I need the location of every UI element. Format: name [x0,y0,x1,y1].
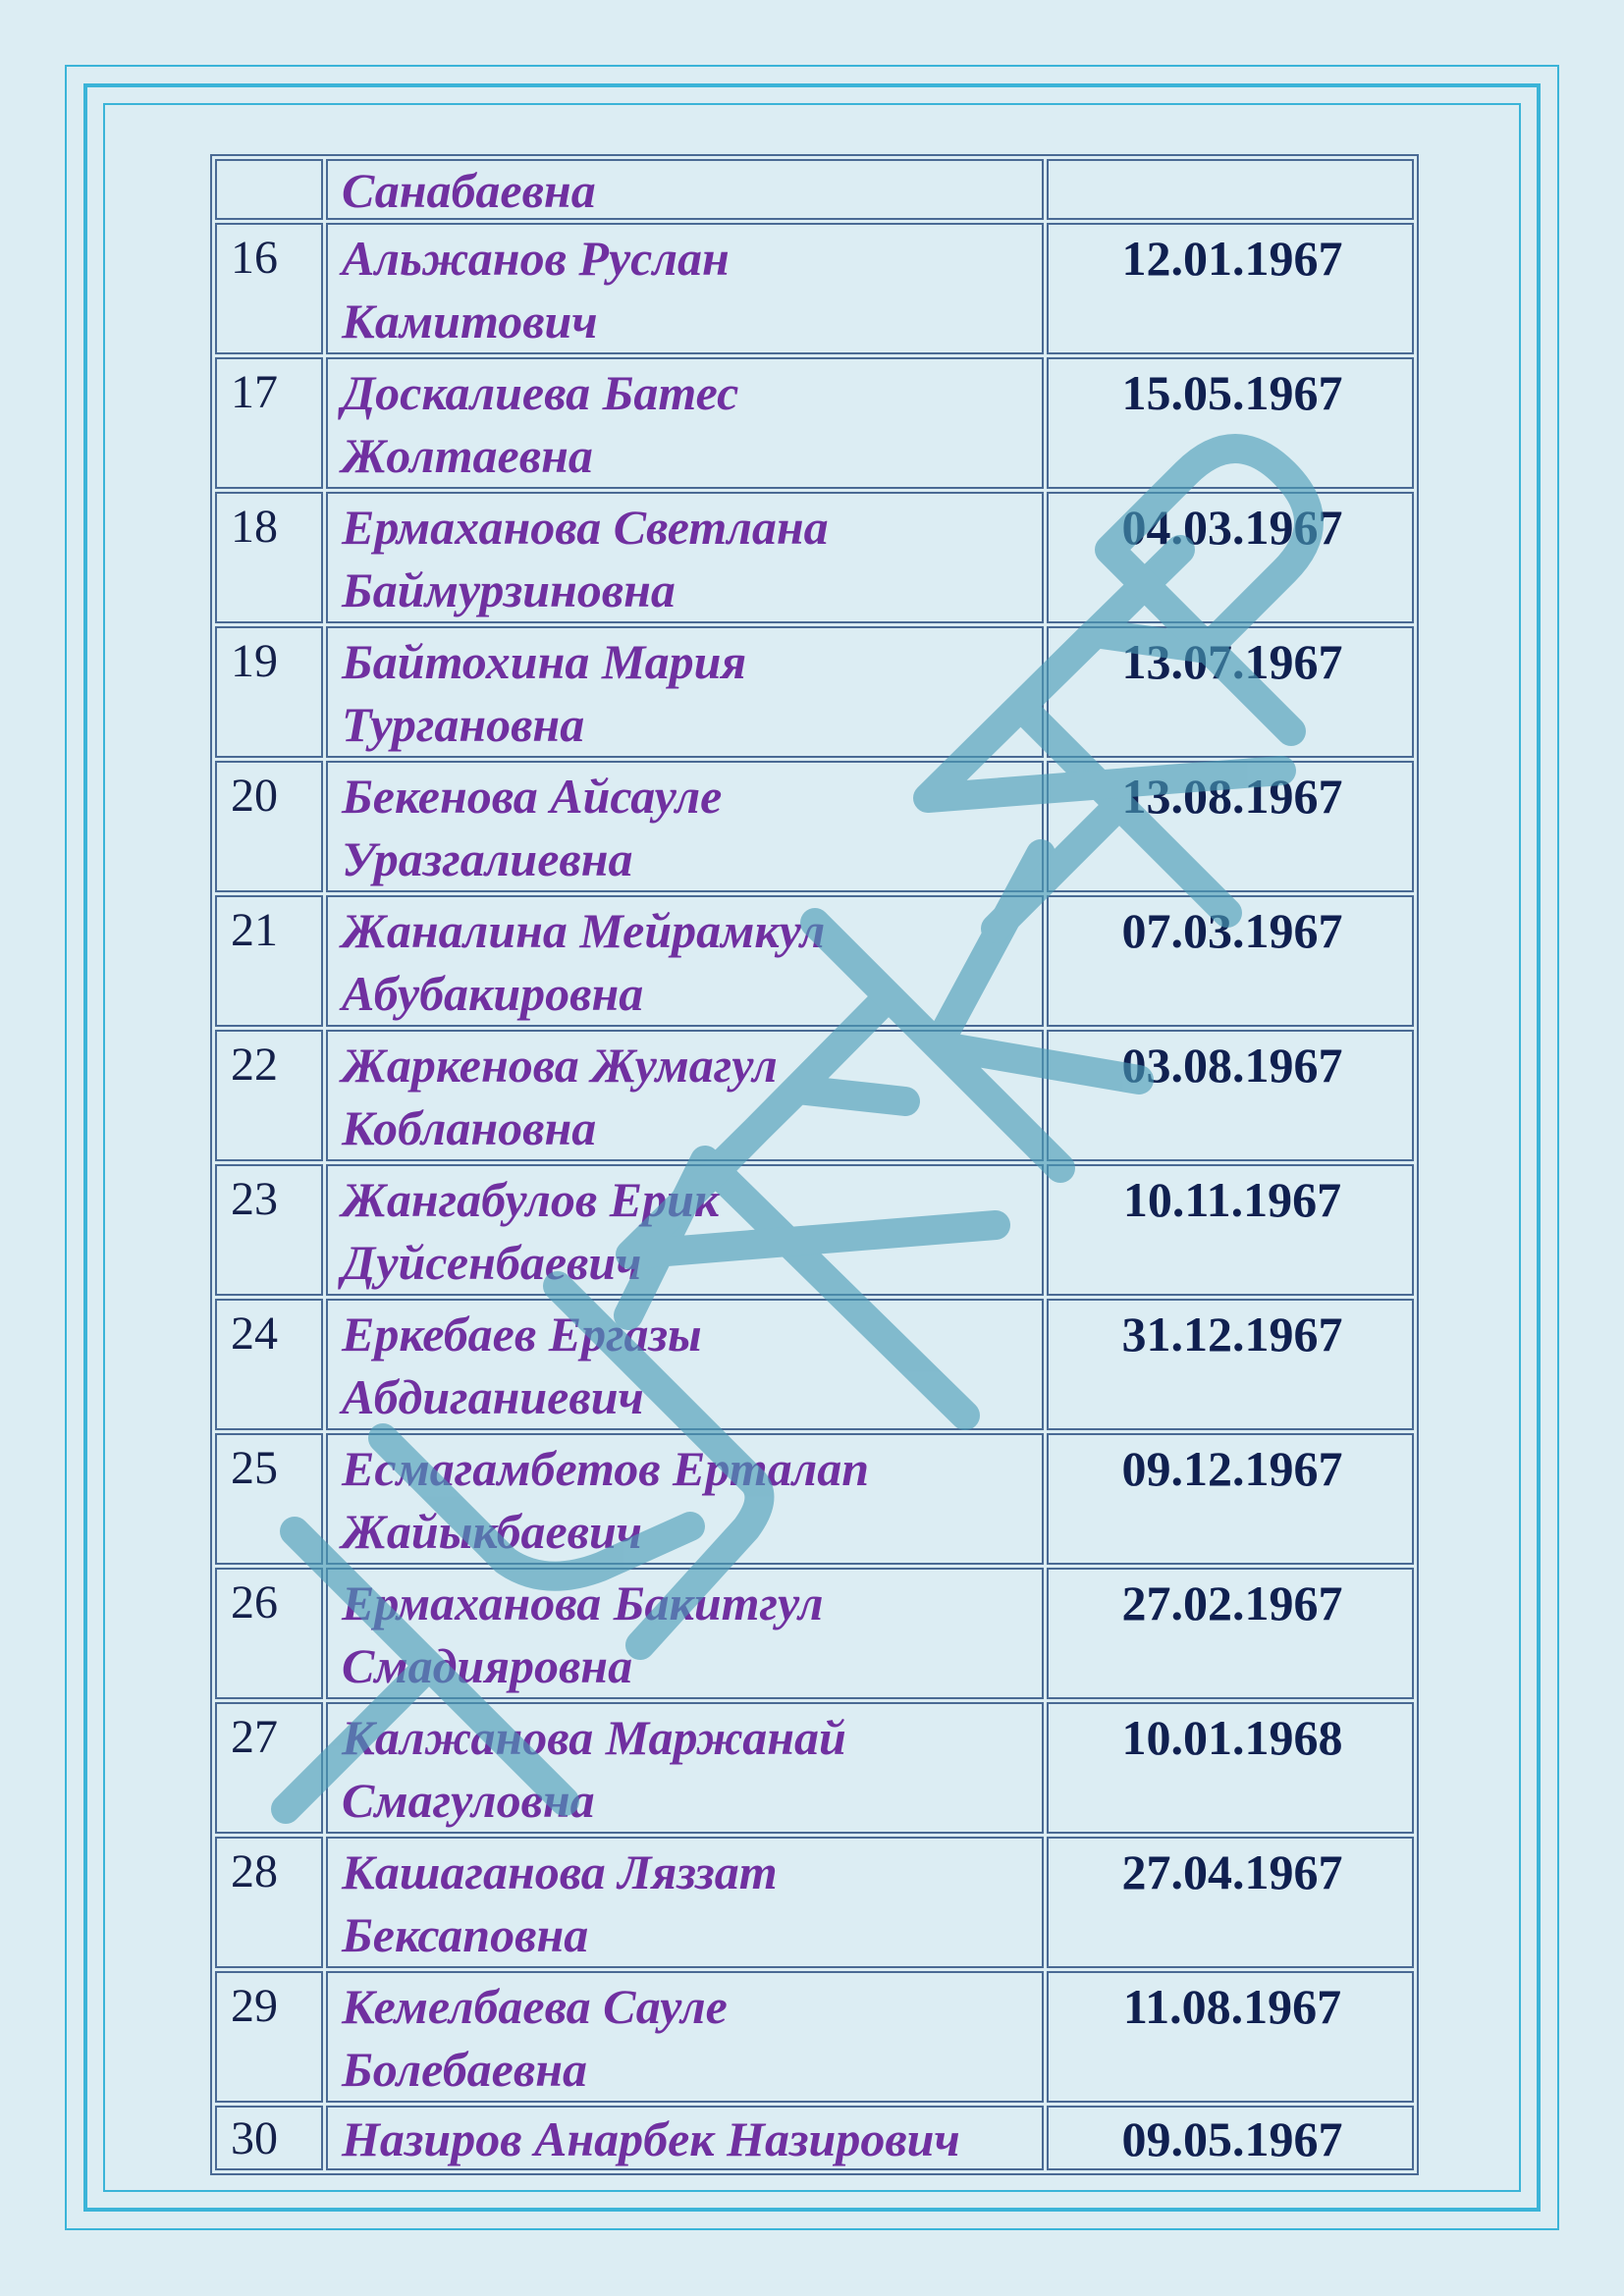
num-cell: 24 [215,1299,323,1430]
table-row [215,357,1414,489]
num-cell: 29 [215,1971,323,2103]
roster-table-body [215,159,1414,2170]
table-row [215,223,1414,354]
date-cell: 04.03.1967 [1047,492,1414,623]
num-cell: 22 [215,1030,323,1161]
name-cell: Альжанов Руслан Камитович [326,223,1044,354]
num-cell: 30 [215,2106,323,2170]
name-cell: Жаркенова Жумагул Коблановна [326,1030,1044,1161]
num-cell: 17 [215,357,323,489]
num-cell: 20 [215,761,323,892]
date-cell: 13.07.1967 [1047,626,1414,758]
table-row [215,492,1414,623]
name-cell: Доскалиева Батес Жолтаевна [326,357,1044,489]
name-cell: Назиров Анарбек Назирович [326,2106,1044,2170]
date-cell: 12.01.1967 [1047,223,1414,354]
table-row [215,1568,1414,1699]
roster-table [210,154,1419,2175]
date-cell: 10.01.1968 [1047,1702,1414,1834]
table-row [215,1030,1414,1161]
table-row [215,626,1414,758]
date-cell: 07.03.1967 [1047,895,1414,1027]
date-cell: 27.02.1967 [1047,1568,1414,1699]
date-cell [1047,159,1414,220]
date-cell: 11.08.1967 [1047,1971,1414,2103]
date-cell: 09.12.1967 [1047,1433,1414,1565]
date-cell: 10.11.1967 [1047,1164,1414,1296]
name-cell: Бекенова Айсауле Уразгалиевна [326,761,1044,892]
table-row [215,1971,1414,2103]
name-cell: Санабаевна [326,159,1044,220]
date-cell: 03.08.1967 [1047,1030,1414,1161]
name-cell: Есмагамбетов Ерталап Жайыкбаевич [326,1433,1044,1565]
num-cell: 23 [215,1164,323,1296]
name-cell: Ермаханова Светлана Баймурзиновна [326,492,1044,623]
table-row [215,159,1414,220]
name-cell: Жаналина Мейрамкул Абубакировна [326,895,1044,1027]
name-cell: Жангабулов Ерик Дуйсенбаевич [326,1164,1044,1296]
num-cell: 28 [215,1837,323,1968]
num-cell: 18 [215,492,323,623]
table-row [215,1299,1414,1430]
table-row [215,2106,1414,2170]
name-cell: Байтохина Мария Тургановна [326,626,1044,758]
date-cell: 13.08.1967 [1047,761,1414,892]
num-cell: 19 [215,626,323,758]
name-cell: Кемелбаева Сауле Болебаевна [326,1971,1044,2103]
num-cell [215,159,323,220]
num-cell: 16 [215,223,323,354]
name-cell: Кашаганова Ляззат Бексаповна [326,1837,1044,1968]
name-cell: Еркебаев Ергазы Абдиганиевич [326,1299,1044,1430]
date-cell: 09.05.1967 [1047,2106,1414,2170]
num-cell: 27 [215,1702,323,1834]
table-row [215,1837,1414,1968]
table-row [215,1164,1414,1296]
table-row [215,1433,1414,1565]
name-cell: Калжанова Маржанай Смагуловна [326,1702,1044,1834]
num-cell: 25 [215,1433,323,1565]
name-cell: Ермаханова Бакитгул Смадияровна [326,1568,1044,1699]
table-row [215,761,1414,892]
table-row [215,1702,1414,1834]
num-cell: 26 [215,1568,323,1699]
date-cell: 15.05.1967 [1047,357,1414,489]
table-row [215,895,1414,1027]
date-cell: 27.04.1967 [1047,1837,1414,1968]
num-cell: 21 [215,895,323,1027]
date-cell: 31.12.1967 [1047,1299,1414,1430]
